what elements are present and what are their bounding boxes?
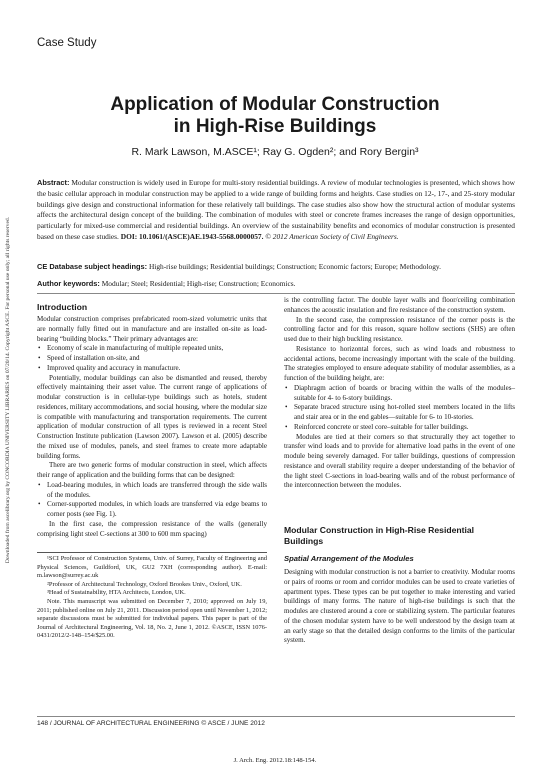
- footnote: ¹SCI Professor of Construction Systems, Univ. of Surrey, Faculty of Engineering and Physical Sciences, Guildford, UK, GU2 7XH (corresponding author). E-mail: m.lawson@surrey.ac.uk: [37, 555, 267, 580]
- subject-headings-label: CE Database subject headings:: [37, 262, 148, 271]
- paragraph: is the controlling factor. The double layer walls and floor/ceiling combination enhances the acoustic insulation and fire resistance of the construction system.: [284, 296, 515, 314]
- list-item: • Diaphragm action of boards or bracing within the walls of the modules–suitable for 4- to 6-story buildings.: [284, 384, 515, 404]
- paper-title: [0, 94, 550, 138]
- section-heading-introduction: Introduction: [37, 302, 88, 312]
- subject-headings-text: High-rise buildings; Residential buildings; Construction; Economic factors; Europe; Methodology.: [148, 262, 441, 271]
- author-keywords-label: Author keywords:: [37, 279, 100, 288]
- left-column: [37, 315, 267, 539]
- footnote-divider: [37, 552, 267, 553]
- paragraph: Resistance to horizontal forces, such as wind loads and robustness to accidental actions, become increasingly important with the scale of the building. The strategies employed to ensure adequate stability of modular assemblies, as a function of the building height, are:: [284, 344, 515, 382]
- module-forms-list: [37, 481, 267, 520]
- citation-line: J. Arch. Eng. 2012.18:148-154.: [233, 757, 317, 764]
- list-item: • Economy of scale in manufacturing of multiple repeated units,: [37, 344, 267, 354]
- paragraph: In the second case, the compression resistance of the corner posts is the controlling factor and for this reason, square hollow sections (SHS) are often used due to their high buckling resistance.: [284, 315, 515, 343]
- abstract-body: Modular construction is widely used in Europe for multi-story residential buildings. A review of modular technologies is presented, which shows how the basic cellular approach in modular construction may be applied to a wide range of building forms and heights. Case studies on 12-, 17-, and 25-story modular buildings give design and constructional information for these relatively tall buildings. The case studies also show how the structural action of modular systems affects the architectural design concept of the building. The combination of modules with steel or concrete frames increases the range of design opportunities, particularly for mixed-use commercial and residential buildings. An overview of the sustainability benefits and economics of modular construction is presented based on these case studies.: [37, 178, 515, 241]
- subsection-heading-spatial-arrangement: Spatial Arrangement of the Modules: [284, 554, 414, 563]
- list-item: • Reinforced concrete or steel core–suitable for taller buildings.: [284, 423, 515, 433]
- author-keywords-text: Modular; Steel; Residential; High-rise; Construction; Economics.: [101, 279, 296, 288]
- author-keywords: [37, 279, 515, 289]
- stability-strategies-list: [284, 384, 515, 433]
- list-item: • Load-bearing modules, in which loads are transferred through the side walls of the modules.: [37, 481, 267, 501]
- right-column-lower: [284, 568, 515, 646]
- abstract: [37, 178, 515, 243]
- paragraph: In the first case, the compression resistance of the walls (generally comprising light steel C-sections at 300 to 600 mm spacing): [37, 519, 267, 538]
- list-item: • Corner-supported modules, in which loads are transferred via edge beams to corner posts (see Fig. 1).: [37, 500, 267, 520]
- footnote: ²Professor of Architectural Technology, Oxford Brookes Univ., Oxford, UK.: [47, 580, 242, 588]
- footnote: ³Head of Sustainability, HTA Architects, London, UK.: [47, 589, 186, 597]
- paragraph: Modules are tied at their corners so that structurally they act together to transfer wind loads and to provide for alternative load paths in the event of one module being severely damaged. For taller buildings, questions of compression resistance and overall stability require a deeper understanding of the behavior of the light steel C-sections in load-bearing walls and of the robust performance of the interconnection between the modules.: [284, 432, 515, 490]
- advantages-list: [37, 344, 267, 373]
- section-label: Case Study: [37, 37, 97, 49]
- abstract-label: Abstract:: [37, 178, 70, 187]
- author-list: R. Mark Lawson, M.ASCE¹; Ray G. Ogden²; and Rory Bergin³: [131, 146, 419, 158]
- footnotes: [37, 555, 267, 641]
- paragraph: Modular construction comprises prefabricated room-sized volumetric units that are normally fully fitted out in manufacture and are installed on-site as load-bearing “building blocks.” Their primary advantages are:: [37, 315, 267, 343]
- doi-link[interactable]: DOI: 10.1061/(ASCE)AE.1943-5568.0000057.: [120, 231, 264, 241]
- download-notice-text: Downloaded from ascelibrary.org by CONCORDIA UNIVERSITY LIBRARIES on 07/20/14. Copyright ASCE. For personal use only; all rights reserved.: [5, 216, 11, 564]
- abstract-divider: [37, 293, 515, 294]
- paragraph: Potentially, modular buildings can also be dismantled and reused, thereby effectively maintaining their asset value. The current range of applications of modular construction is in cellular-type buildings such as hotels, student residences, military accommodations, and social housing, where the modular size is compatible with manufacturing and transportation requirements. The current application of modular construction of all types is reviewed in a recent Steel Construction Institute publication (Lawson 2007). Lawson et al. (2005) describe the mixed use of modules, panels, and steel frames to create more adaptable building forms.: [37, 373, 267, 460]
- paragraph: Designing with modular construction is not a barrier to creativity. Modular rooms or pairs of rooms or room and corridor modules can be used to create varieties of apartment types. These types can be put together to make interesting and varied buildings of many forms. The nature of high-rise buildings is such that the modules are clustered around a core or stabilizing system. The particular features of the chosen modular system have to be well understood by the design team at an early stage so that the detailed design conforms to the limits of the particular system.: [284, 568, 515, 645]
- title-line-2: in High-Rise Buildings: [173, 116, 377, 137]
- footnote: Note. This manuscript was submitted on December 7, 2010; approved on July 19, 2011; published online on July 21, 2011. Discussion period open until November 1, 2012; separate discussions must be submitted for individual papers. This paper is part of the Journal of Architectural Engineering, Vol. 18, No. 2, June 1, 2012. ©ASCE, ISSN 1076-0431/2012/2-148–154/$25.00.: [37, 597, 267, 640]
- journal-footer: 148 / JOURNAL OF ARCHITECTURAL ENGINEERING © ASCE / JUNE 2012: [37, 720, 265, 727]
- title-line-1: Application of Modular Construction: [110, 94, 440, 115]
- right-column: [284, 296, 515, 491]
- list-item: • Improved quality and accuracy in manufacture.: [37, 364, 267, 374]
- abstract-copyright: © 2012 American Society of Civil Engineers.: [265, 231, 399, 241]
- list-item: • Speed of installation on-site, and: [37, 354, 267, 364]
- section-heading-modular-construction: Modular Construction in High-Rise Residential Buildings: [284, 525, 475, 546]
- download-notice: [2, 170, 14, 610]
- subject-headings: [37, 262, 515, 272]
- footer-divider: [37, 716, 515, 717]
- paragraph: There are two generic forms of modular construction in steel, which affects their range of application and the building forms that can be designed:: [37, 461, 267, 479]
- list-item: • Separate braced structure using hot-rolled steel members located in the lifts and stair area or in the end gables—suitable for 6- to 10-stories.: [284, 403, 515, 423]
